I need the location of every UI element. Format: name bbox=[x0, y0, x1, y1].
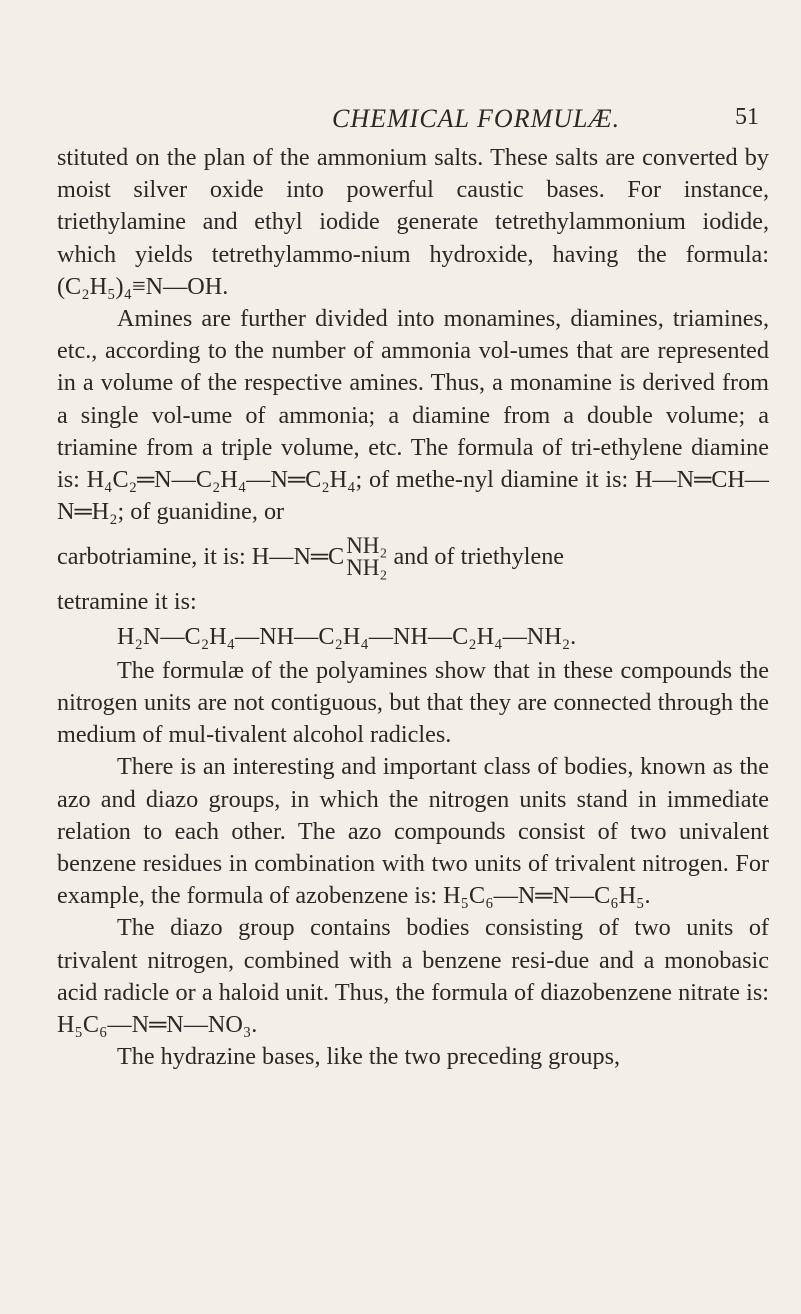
guanidine-text-after: and of triethylene bbox=[393, 543, 565, 571]
guanidine-text-before: carbotriamine, it is: H—N═C bbox=[57, 543, 345, 571]
amino-bottom: NH₂ bbox=[346, 555, 388, 581]
page-number: 51 bbox=[735, 104, 759, 130]
tetramine-formula: H₂N—C₂H₄—NH—C₂H₄—NH—C₂H₄—NH₂. bbox=[117, 622, 577, 650]
amino-stack bbox=[346, 535, 387, 579]
amino-top: NH₂ bbox=[346, 533, 388, 559]
paragraph-2: Amines are further divided into monamines, diamines, triamines, etc., according to the number of ammonia vol-umes that are represented in a volume of the respective amines. Thus, a monamine is derived from a single vol-ume of ammonia; a diamine from a double volume; a triamine from a triple volume, etc. The formula of tri-ethylene diamine is: H₄C₂═N—C₂H₄—N═C₂H₄; of methe-nyl diamine it is: H—N═CH—N═H₂; of guanidine, or bbox=[57, 305, 769, 526]
paragraph-6: The hydrazine bases, like the two preceding groups, bbox=[117, 1043, 621, 1071]
page-header bbox=[0, 92, 801, 132]
paragraph-1: stituted on the plan of the ammonium salts. These salts are converted by moist silver oxide into powerful caustic bases. For instance, triethylamine and ethyl iodide generate tetrethylammonium iodide, which yields tetrethylammo-nium hydroxide, having the formula: (C₂H₅)₄≡N—OH. bbox=[57, 144, 769, 300]
page-body bbox=[57, 142, 769, 1073]
paragraph-4: There is an interesting and important class of bodies, known as the azo and diazo groups, in which the nitrogen units stand in immediate relation to each other. The azo compounds consist of two univalent benzene residues in combination with two units of trivalent nitrogen. For example, the formula of azobenzene is: H₅C₆—N═N—C₆H₅. bbox=[57, 753, 769, 910]
paragraph-5: The diazo group contains bodies consisting of two units of trivalent nitrogen, combined with a benzene resi-due and a monobasic acid radicle or a haloid unit. Thus, the formula of diazobenzene nitrate is: H₅C₆—N═N—NO₃. bbox=[57, 914, 769, 1039]
guanidine-formula-line bbox=[57, 528, 769, 586]
running-title: CHEMICAL FORMULÆ. bbox=[332, 104, 621, 133]
paragraph-3: The formulæ of the polyamines show that in these compounds the nitrogen units are not contiguous, but that they are connected through the medium of mul-tivalent alcohol radicles. bbox=[57, 656, 769, 749]
paragraph-2-end: tetramine it is: bbox=[57, 588, 197, 616]
